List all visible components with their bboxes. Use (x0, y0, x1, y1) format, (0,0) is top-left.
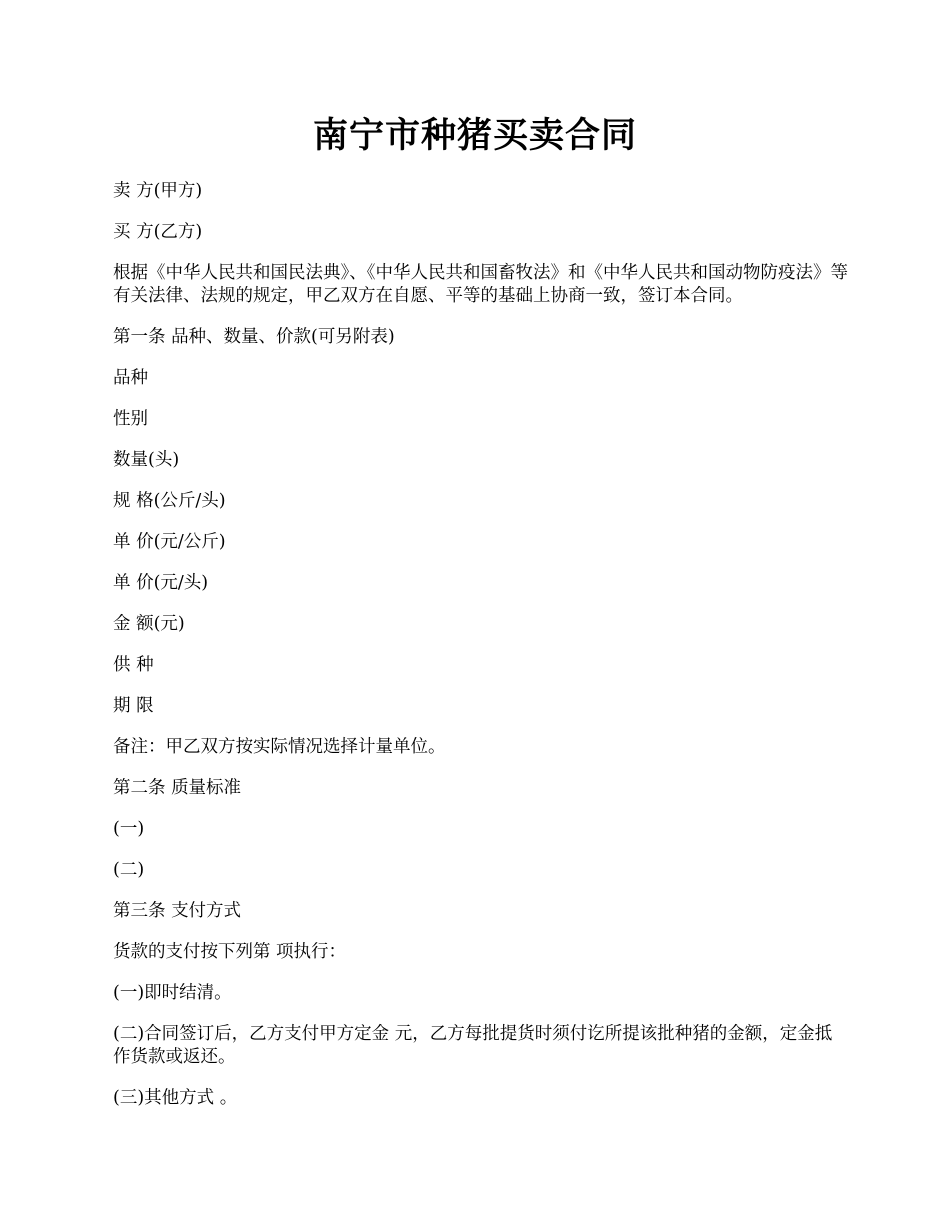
field-quantity: 数量(头) (113, 450, 180, 470)
field-supply: 供 种 (113, 655, 154, 675)
payment-intro: 货款的支付按下列第 项执行： (113, 942, 347, 962)
field-sex: 性别 (113, 409, 148, 429)
buyer-line: 买 方(乙方) (113, 222, 203, 242)
preamble-paragraph: 根据《中华人民共和国民法典》、《中华人民共和国畜牧法》和《中华人民共和国动物防疫法》等有关法律、法规的规定，甲乙双方在自愿、平等的基础上协商一致，签订本合同。 (113, 263, 848, 306)
field-amount: 金 额(元) (113, 614, 185, 634)
article-2-heading: 第二条 质量标准 (113, 778, 242, 798)
field-breed: 品种 (113, 368, 148, 388)
article-3-heading: 第三条 支付方式 (113, 901, 242, 921)
seller-line: 卖 方(甲方) (113, 181, 203, 201)
payment-option-1: (一)即时结清。 (113, 983, 232, 1003)
field-unit-price-head: 单 价(元/头) (113, 573, 209, 593)
article-1-heading: 第一条 品种、数量、价款(可另附表) (113, 327, 395, 347)
payment-option-3: (三)其他方式 。 (113, 1088, 238, 1108)
field-spec: 规 格(公斤/头) (113, 491, 226, 511)
payment-option-2: (二)合同签订后，乙方支付甲方定金 元，乙方每批提货时须付讫所提该批种猪的金额，定金抵作货款或返还。 (113, 1024, 833, 1067)
document-title: 南宁市种猪买卖合同 (312, 115, 637, 156)
remark-paragraph: 备注：甲乙双方按实际情况选择计量单位。 (113, 737, 446, 757)
quality-item-1: (一) (113, 819, 145, 839)
document-body (113, 180, 848, 1128)
field-unit-price-kg: 单 价(元/公斤) (113, 532, 226, 552)
quality-item-2: (二) (113, 860, 145, 880)
field-period: 期 限 (113, 696, 154, 716)
